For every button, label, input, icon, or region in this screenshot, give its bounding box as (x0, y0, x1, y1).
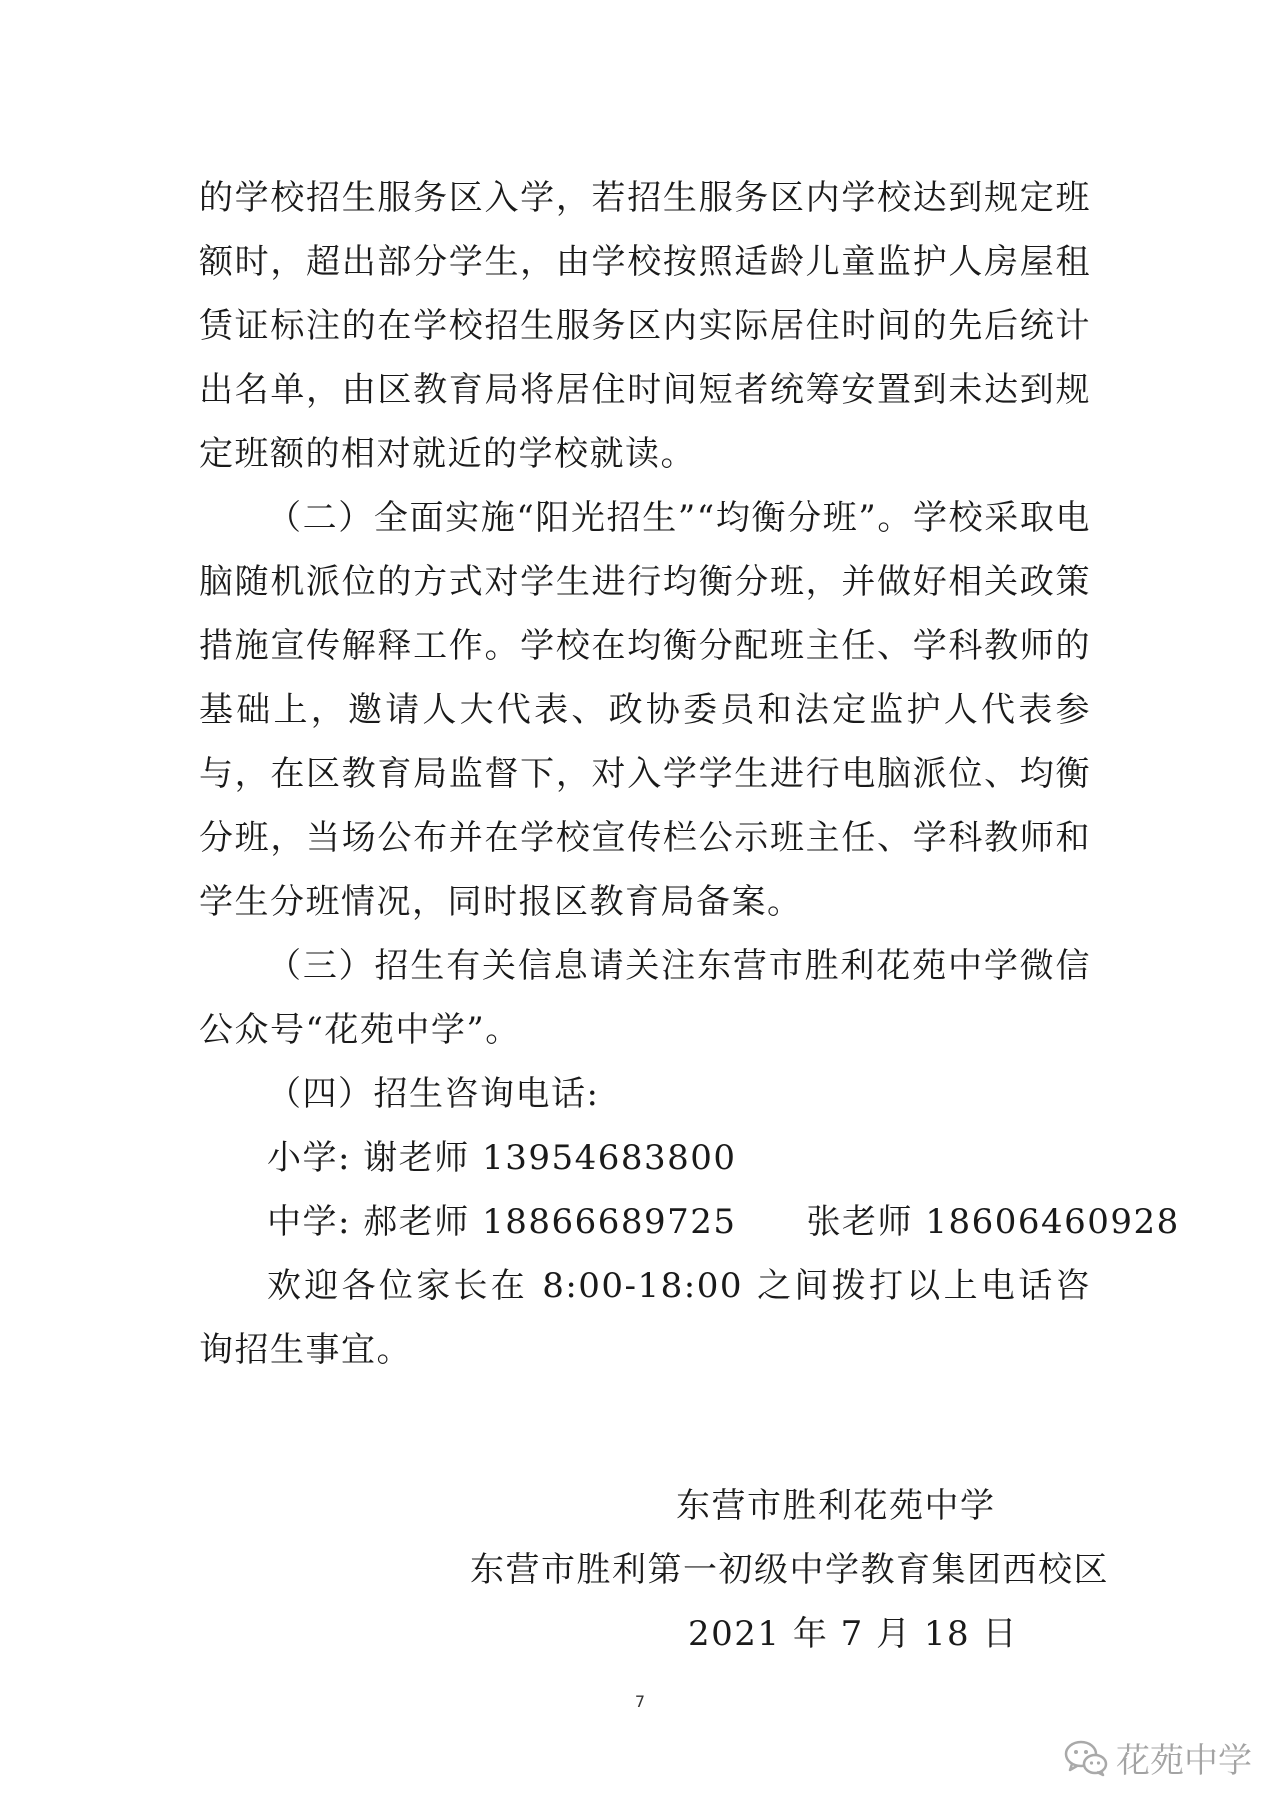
document-body (199, 166, 1180, 1382)
wechat-watermark (1064, 1733, 1252, 1782)
contact-primary: 小学: 谢老师 13954683800 (267, 1138, 737, 1178)
signature-group: 东营市胜利第一初级中学教育集团西校区 (470, 1550, 1109, 1590)
contact-middle-2: 张老师 18606460928 (806, 1202, 1180, 1242)
watermark-text: 花苑中学 (1116, 1741, 1252, 1781)
wechat-icon (1064, 1739, 1108, 1777)
paragraph-enrollment-overflow: 的学校招生服务区入学，若招生服务区内学校达到规定班额时，超出部分学生，由学校按照适龄儿童监护人房屋租赁证标注的在学校招生服务区内实际居住时间的先后统计出名单，由区教育局将居住时间短者统筹安置到未达到规定班额的相对就近的学校就读。 (199, 178, 1091, 474)
page-number: 7 (634, 1692, 646, 1711)
contact-middle-school (199, 1190, 1180, 1254)
paragraph-hotline-heading: （四）招生咨询电话: (267, 1074, 600, 1114)
signature-school: 东营市胜利花苑中学 (676, 1486, 996, 1526)
contact-middle-1: 中学: 郝老师 18866689725 (267, 1202, 737, 1242)
signature-date: 2021 年 7 月 18 日 (688, 1614, 1018, 1654)
paragraph-balanced-classes: （二）全面实施“阳光招生”“均衡分班”。学校采取电脑随机派位的方式对学生进行均衡分班，并做好相关政策措施宣传解释工作。学校在均衡分配班主任、学科教师的基础上，邀请人大代表、政协委员和法定监护人代表参与，在区教育局监督下，对入学学生进行电脑派位、均衡分班，当场公布并在学校宣传栏公示班主任、学科教师和学生分班情况，同时报区教育局备案。 (199, 498, 1091, 922)
paragraph-closing: 欢迎各位家长在 8:00-18:00 之间拨打以上电话咨询招生事宜。 (199, 1266, 1091, 1370)
contact-primary-school (199, 1126, 1091, 1190)
paragraph-wechat-info: （三）招生有关信息请关注东营市胜利花苑中学微信公众号“花苑中学”。 (199, 946, 1091, 1050)
